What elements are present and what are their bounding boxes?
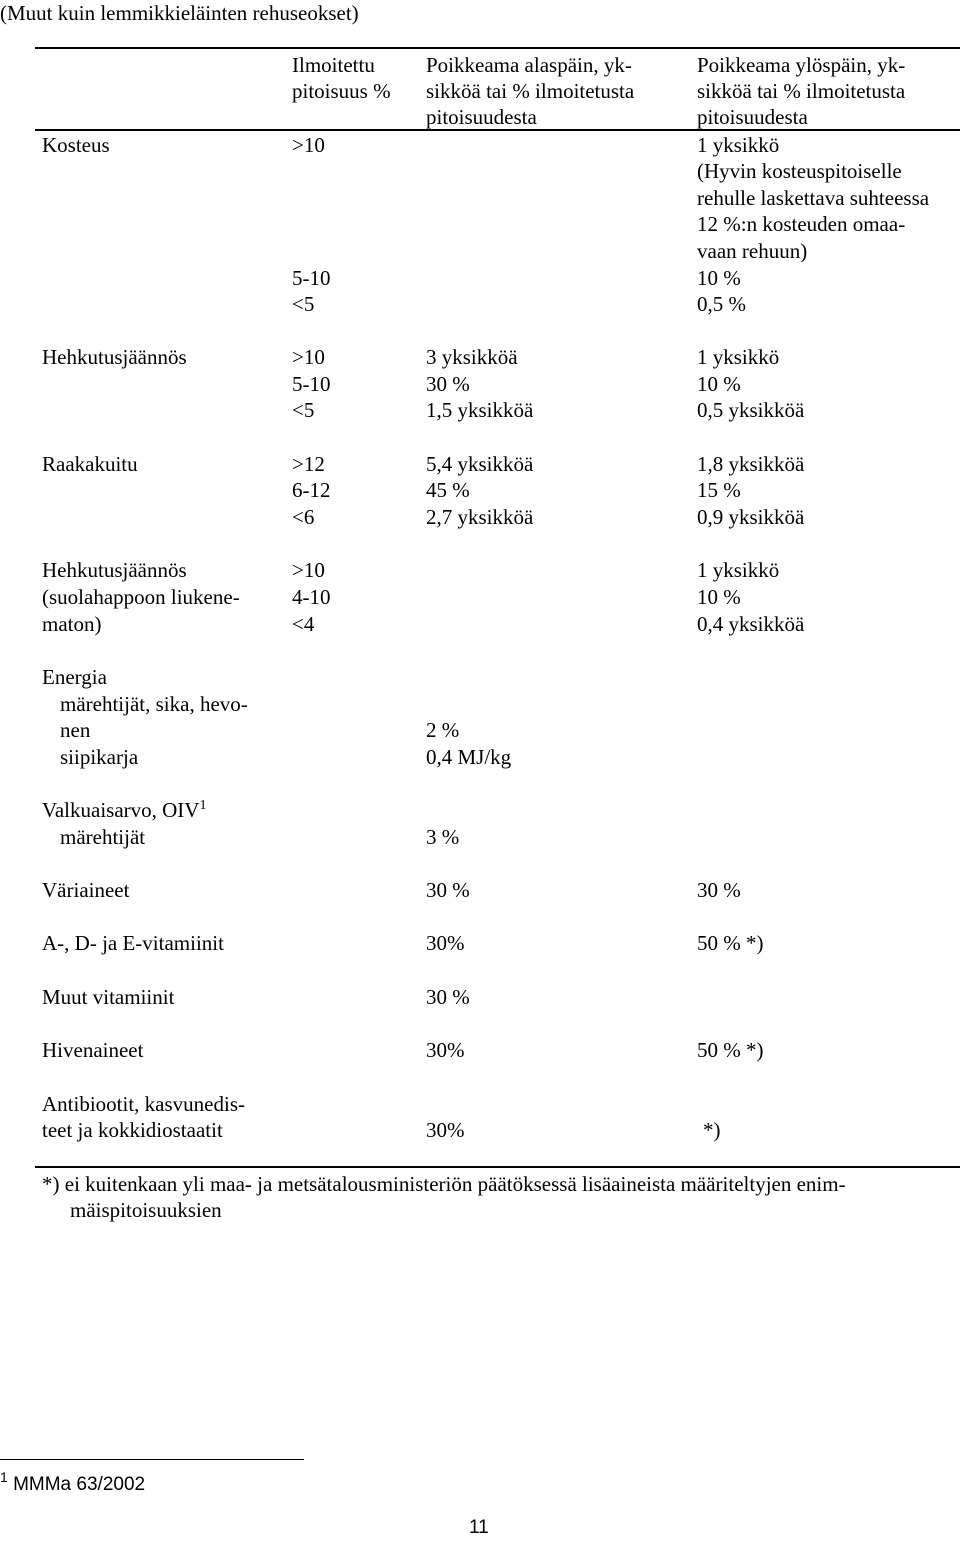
row-label-energia: Energia (42, 665, 107, 689)
down-value: 2,7 yksikköä (426, 505, 534, 529)
down-value: 2 % (426, 718, 460, 742)
down-value: 3 % (426, 825, 460, 849)
level: <5 (292, 292, 315, 316)
header-up-line1: Poikkeama ylöspäin, yk- (697, 53, 906, 77)
level: >12 (292, 452, 325, 476)
row-label-hehkutusjaannos: Hehkutusjäännös (42, 345, 187, 369)
row-label-ade-vitamiinit: A-, D- ja E-vitamiinit (42, 931, 224, 955)
row-sublabel: märehtijät (60, 825, 146, 849)
up-value: *) (703, 1118, 721, 1142)
level: <4 (292, 612, 315, 636)
footnote-marker: 1 (199, 798, 207, 813)
row-label-kosteus: Kosteus (42, 133, 110, 157)
down-value: 30% (426, 1118, 465, 1142)
header-down-line2: sikköä tai % ilmoitetusta (426, 79, 635, 103)
level: 6-12 (292, 478, 331, 502)
row-label-hehkutus-hcl: maton) (42, 612, 102, 636)
row-sublabel: nen (60, 718, 91, 742)
up-value: 1 yksikkö (697, 345, 780, 369)
row-label-raakakuitu: Raakakuitu (42, 452, 138, 476)
down-value: 3 yksikköä (426, 345, 518, 369)
up-value: vaan rehuun) (697, 239, 808, 263)
up-value: 10 % (697, 585, 741, 609)
level: 5-10 (292, 266, 331, 290)
up-value: rehulle laskettava suhteessa (697, 186, 930, 210)
header-up-line3: pitoisuudesta (697, 105, 808, 129)
level: 5-10 (292, 372, 331, 396)
header-declared-line2: pitoisuus % (292, 79, 391, 103)
header-down-line3: pitoisuudesta (426, 105, 537, 129)
up-value: 1 yksikkö (697, 558, 780, 582)
up-value: 0,5 yksikköä (697, 398, 805, 422)
up-value: (Hyvin kosteuspitoiselle (697, 159, 902, 183)
up-value: 15 % (697, 478, 741, 502)
up-value: 1 yksikkö (697, 133, 780, 157)
down-value: 30% (426, 931, 465, 955)
up-value: 0,9 yksikköä (697, 505, 805, 529)
up-value: 12 %:n kosteuden omaa- (697, 212, 906, 236)
row-sublabel: siipikarja (60, 745, 139, 769)
up-value: 50 % *) (697, 1038, 764, 1062)
table-note-cont: mäispitoisuuksien (70, 1198, 222, 1222)
header-rule (35, 129, 960, 131)
level: <6 (292, 505, 315, 529)
page-number: 11 (469, 1517, 489, 1538)
header-declared-line1: Ilmoitettu (292, 53, 375, 77)
up-value: 50 % *) (697, 931, 764, 955)
down-value: 30 % (426, 985, 470, 1009)
down-value: 30 % (426, 372, 470, 396)
down-value: 45 % (426, 478, 470, 502)
up-value: 30 % (697, 878, 741, 902)
up-value: 10 % (697, 266, 741, 290)
table-note: *) ei kuitenkaan yli maa- ja metsätalousministeriön päätöksessä lisäaineista määriteltyjen enim- (42, 1172, 846, 1196)
down-value: 1,5 yksikköä (426, 398, 534, 422)
down-value: 30% (426, 1038, 465, 1062)
up-value: 0,5 % (697, 292, 746, 316)
header-up-line2: sikköä tai % ilmoitetusta (697, 79, 906, 103)
level: >10 (292, 133, 325, 157)
row-label-hivenaineet: Hivenaineet (42, 1038, 144, 1062)
header-down-line1: Poikkeama alaspäin, yk- (426, 53, 632, 77)
level: >10 (292, 558, 325, 582)
down-value: 5,4 yksikköä (426, 452, 534, 476)
down-value: 0,4 MJ/kg (426, 745, 512, 769)
table-top-rule (35, 47, 960, 49)
row-label-muut-vitamiinit: Muut vitamiinit (42, 985, 175, 1009)
row-label-antibiootit: teet ja kokkidiostaatit (42, 1118, 223, 1142)
row-label-hehkutus-hcl: Hehkutusjäännös (42, 558, 187, 582)
row-sublabel: märehtijät, sika, hevo- (60, 692, 248, 716)
footnote: $^1$ MMMa 63/2002 (0, 1469, 146, 1495)
footnote-number: 1 (0, 1469, 8, 1485)
footnote-separator (0, 1459, 304, 1460)
row-label-variaineet: Väriaineet (42, 878, 130, 902)
level: <5 (292, 398, 315, 422)
table-caption: (Muut kuin lemmikkieläinten rehuseokset) (0, 1, 359, 25)
row-label-antibiootit: Antibiootit, kasvunedis- (42, 1092, 245, 1116)
table-bottom-rule (35, 1166, 960, 1168)
down-value: 30 % (426, 878, 470, 902)
up-value: 1,8 yksikköä (697, 452, 805, 476)
row-label-hehkutus-hcl: (suolahappoon liukene- (42, 585, 240, 609)
level: 4-10 (292, 585, 331, 609)
row-label-valkuaisarvo: Valkuaisarvo, OIV$^1$ (42, 798, 207, 822)
up-value: 0,4 yksikköä (697, 612, 805, 636)
level: >10 (292, 345, 325, 369)
up-value: 10 % (697, 372, 741, 396)
